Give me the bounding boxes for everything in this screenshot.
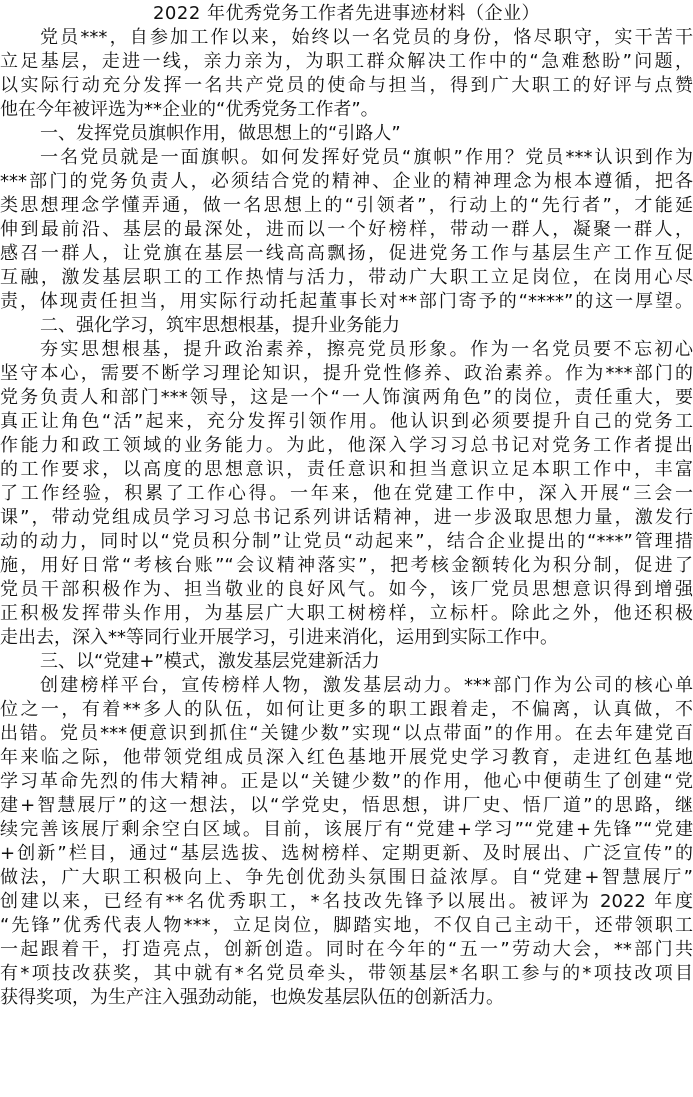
text-line: 立足基层，走进一线，亲力亲为，为职工群众解决工作中的“急难愁盼”问题， xyxy=(0,51,693,72)
text-line: ***部门的党务负责人，必须结合党的精神、企业的精神理念为根本遵循，把各 xyxy=(0,171,693,192)
text-line: 坚守本心，需要不断学习理论知识，提升党性修养、政治素养。作为***部门的 xyxy=(0,363,693,384)
text-line: 续完善该展厅剩余空白区域。目前，该展厅有“党建+学习”“党建+先锋”“党建 xyxy=(0,819,693,840)
text-line: 伸到最前沿、基层的最深处，进而以一个好榜样，带动一群人，凝聚一群人， xyxy=(0,219,693,240)
text-line: 党员***，自参加工作以来，始终以一名党员的身份，恪尽职守，实干苦干 xyxy=(40,27,693,48)
text-line: 年来临之际，他带领党组成员深入红色基地开展党史学习教育，走进红色基地 xyxy=(0,747,693,768)
text-line: 感召一群人，让党旗在基层一线高高飘扬，促进党务工作与基层生产工作互促 xyxy=(0,243,693,264)
text-line: 创建以来，已经有**名优秀职工，*名技改先锋予以展出。被评为 2022 年度 xyxy=(0,891,693,912)
text-line: 他在今年被评选为**企业的“优秀党务工作者”。 xyxy=(0,99,379,120)
text-line: 责，体现责任担当，用实际行动托起董事长对**部门寄予的“****”的这一厚望。 xyxy=(0,291,693,312)
text-line: “先锋”优秀代表人物***，立足岗位，脚踏实地，不仅自己主动干，还带领职工 xyxy=(0,915,693,936)
section-3-paragraph xyxy=(0,674,693,1010)
text-line: 做法，广大职工积极向上、争先创优劲头氛围日益浓厚。自“党建+智慧展厅” xyxy=(0,867,693,888)
document-title: 2022 年优秀党务工作者先进事迹材料（企业） xyxy=(152,3,541,24)
text-line: 类思想理念学懂弄通，做一名思想上的“引领者”，行动上的“先行者”，才能延 xyxy=(0,195,693,216)
intro-paragraph xyxy=(0,26,693,122)
text-line: 学习革命先烈的伟大精神。正是以“关键少数”的作用，他心中便萌生了创建“党 xyxy=(0,771,693,792)
text-line: 以实际行动充分发挥一名共产党员的使命与担当，得到广大职工的好评与点赞 xyxy=(0,75,693,96)
heading-text: 三、以“党建+”模式，激发基层党建新活力 xyxy=(40,651,380,672)
text-line: 建+智慧展厅”的这一想法，以“学党史，悟思想，讲厂史、悟厂道”的思路，继 xyxy=(0,795,693,816)
text-line: 互融，激发基层职工的工作热情与活力，带动广大职工立足岗位，在岗用心尽 xyxy=(0,267,693,288)
section-1-heading xyxy=(0,122,693,146)
heading-text: 二、强化学习，筑牢思想根基，提升业务能力 xyxy=(40,315,400,336)
text-line: 的工作要求，以高度的思想意识，责任意识和担当意识立足本职工作中，丰富 xyxy=(0,459,693,480)
text-line: 获得奖项，为生产注入强劲动能，也焕发基层队伍的创新活力。 xyxy=(0,987,504,1008)
text-line: 动的动力，同时以“党员积分制”让党员“动起来”，结合企业提出的“***”管理措 xyxy=(0,531,693,552)
text-line: 党员干部积极作为、担当敬业的良好风气。如今，该厂党员思想意识得到增强 xyxy=(0,579,693,600)
heading-text: 一、发挥党员旗帜作用，做思想上的“引路人” xyxy=(40,123,401,144)
text-line: 一名党员就是一面旗帜。如何发挥好党员“旗帜”作用？党员***认识到作为 xyxy=(40,147,693,168)
text-line: +创新”栏目，通过“基层选拔、选树榜样、定期更新、及时展出、广泛宣传”的 xyxy=(0,843,693,864)
section-2-paragraph xyxy=(0,338,693,650)
text-line: 有*项技改获奖，其中就有*名党员牵头，带领基层*名职工参与的*项技改项目 xyxy=(0,963,693,984)
document-body xyxy=(0,26,693,1010)
text-line: 作能力和政工领域的业务能力。为此，他深入学习习总书记对党务工作者提出 xyxy=(0,435,693,456)
text-line: 位之一，有着**多人的队伍，如何让更多的职工跟着走，不偏离，认真做，不 xyxy=(0,699,693,720)
text-line: 创建榜样平台，宣传榜样人物，激发基层动力。***部门作为公司的核心单 xyxy=(40,675,693,696)
section-3-heading xyxy=(0,650,693,674)
text-line: 党务负责人和部门***领导，这是一个“一人饰演两角色”的岗位，责任重大，要 xyxy=(0,387,693,408)
text-line: 课”，带动党组成员学习习总书记系列讲话精神，进一步汲取思想力量，激发行 xyxy=(0,507,693,528)
text-line: 夯实思想根基，提升政治素养，擦亮党员形象。作为一名党员要不忘初心 xyxy=(40,339,693,360)
text-line: 真正让角色“活”起来，充分发挥引领作用。他认识到必须要提升自己的党务工 xyxy=(0,411,693,432)
text-line: 走出去，深入**等同行业开展学习，引进来消化，运用到实际工作中。 xyxy=(0,627,558,648)
text-line: 一起跟着干，打造亮点，创新创造。同时在今年的“五一”劳动大会，**部门共 xyxy=(0,939,693,960)
text-line: 出错。党员***便意识到抓住“关键少数”实现“以点带面”的作用。在去年建党百 xyxy=(0,723,693,744)
text-line: 正积极发挥带头作用，为基层广大职工树榜样，立标杆。除此之外，他还积极 xyxy=(0,603,693,624)
text-line: 了工作经验，积累了工作心得。一年来，他在党建工作中，深入开展“三会一 xyxy=(0,483,693,504)
text-line: 施，用好日常“考核台账”“会议精神落实”，把考核金额转化为积分制，促进了 xyxy=(0,555,693,576)
section-1-paragraph xyxy=(0,146,693,314)
section-2-heading xyxy=(0,314,693,338)
